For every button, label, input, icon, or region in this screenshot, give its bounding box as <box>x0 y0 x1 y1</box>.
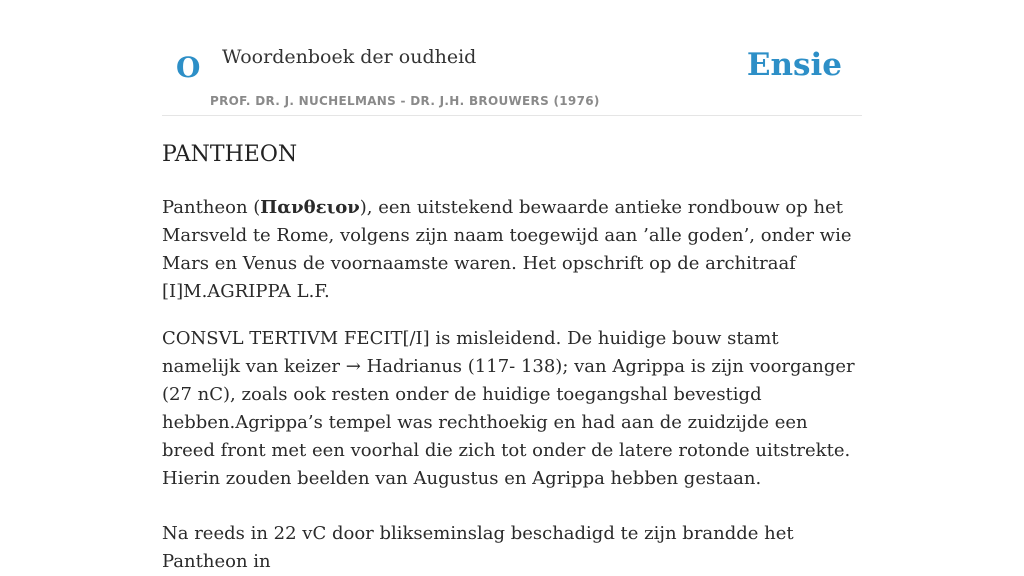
paragraph-1 <box>162 194 862 306</box>
hadrianus-link[interactable]: → Hadrianus <box>345 355 463 377</box>
header <box>162 0 862 116</box>
paragraph-1-rest: ), een uitstekend bewaarde antieke rondbouw op het Marsveld te Rome, volgens zijn naam toegewijd aan ’alle goden’, onder wie Mars en Venus de voornaamste waren. Het opschrift op de architraaf [I]M.AGRIPPA L.F. <box>162 196 852 302</box>
paragraph-2-start: CONSVL TERTIVM FECIT[/I] is misleidend. De huidige bouw stamt namelijk van keizer <box>162 327 779 377</box>
brand-logo[interactable]: Ensie <box>746 47 842 83</box>
page <box>162 0 862 572</box>
book-title-link[interactable]: Woordenboek der oudheid <box>222 46 477 68</box>
paragraph-2-rest: (117- 138); van Agrippa is zijn voorganger (27 nC), zoals ook resten onder de huidige toegangshal bevestigd hebben.Agrippa’s tempel was rechthoekig en had aan de zuidzijde een breed front met een voorhal die zich tot onder de latere rotonde uitstrekte. Hierin zouden beelden van Augustus en Agrippa hebben gestaan. <box>162 355 855 489</box>
paragraph-2 <box>162 325 862 493</box>
paragraph-1-start: Pantheon ( <box>162 196 261 218</box>
index-letter-link[interactable]: O <box>176 51 201 84</box>
greek-term: Πανθειον <box>260 196 360 218</box>
book-authors: PROF. DR. J. NUCHELMANS - DR. J.H. BROUWERS (1976) <box>210 94 600 108</box>
paragraph-3: Na reeds in 22 vC door blikseminslag beschadigd te zijn brandde het Pantheon in <box>162 522 794 572</box>
entry-title: PANTHEON <box>162 142 298 167</box>
